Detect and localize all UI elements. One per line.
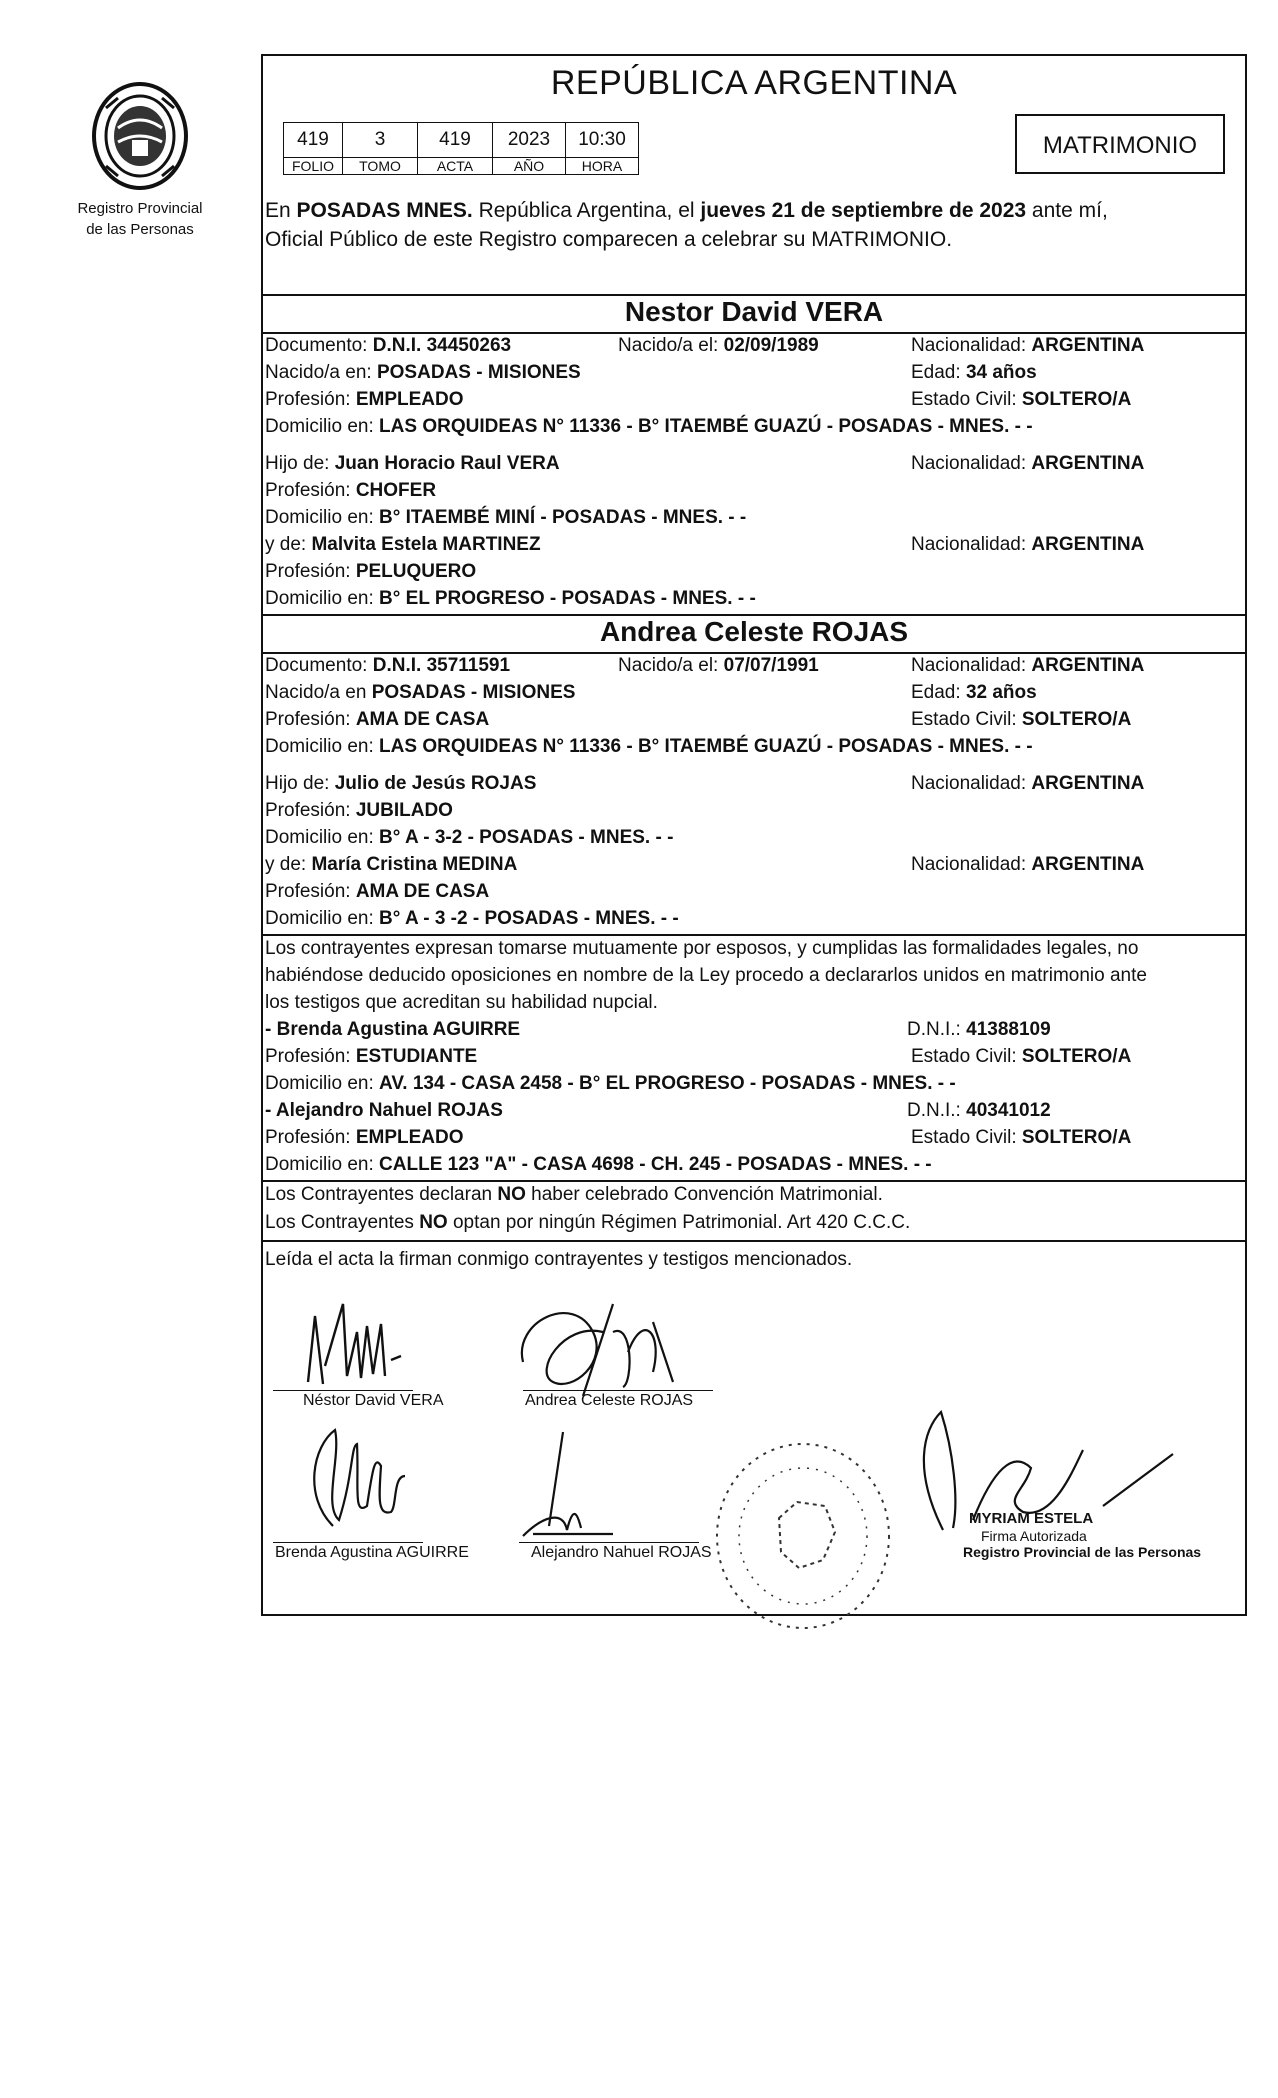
registry-stamp-icon bbox=[703, 1432, 903, 1642]
official-organization: Registro Provincial de las Personas bbox=[963, 1544, 1202, 1560]
spouse2-mother-profession: Profesión: AMA DE CASA bbox=[265, 881, 490, 902]
regime-line2: Los Contrayentes NO optan por ningún Régimen Patrimonial. Art 420 C.C.C. bbox=[265, 1212, 911, 1233]
spouse2-father-nationality: Nacionalidad: ARGENTINA bbox=[911, 773, 1145, 794]
signature-witness1 bbox=[293, 1416, 413, 1536]
intro-line1: En POSADAS MNES. República Argentina, el jueves 21 de septiembre de 2023 ante mí, bbox=[265, 199, 1108, 222]
spouse2-civil-status: Estado Civil: SOLTERO/A bbox=[911, 709, 1132, 730]
witness1-civil-status: Estado Civil: SOLTERO/A bbox=[911, 1046, 1132, 1067]
spouse1-document: Documento: D.N.I. 34450263 bbox=[265, 335, 512, 356]
declaration-line1: Los contrayentes expresan tomarse mutuamente por esposos, y cumplidas las formalidades legales, no bbox=[265, 938, 1139, 959]
acta-label: ACTA bbox=[418, 158, 493, 175]
ano-value: 2023 bbox=[493, 123, 566, 158]
intro-line2: Oficial Público de este Registro comparecen a celebrar su MATRIMONIO. bbox=[265, 228, 953, 251]
witness2-dni: D.N.I.: 40341012 bbox=[907, 1100, 1051, 1121]
closing-statement: Leída el acta la firman conmigo contrayentes y testigos mencionados. bbox=[265, 1249, 853, 1270]
official-name: MYRIAM ESTELA bbox=[969, 1510, 1094, 1527]
registry-logo bbox=[70, 78, 210, 238]
spouse1-mother-profession: Profesión: PELUQUERO bbox=[265, 561, 477, 582]
spouse2-mother: y de: María Cristina MEDINA bbox=[265, 854, 518, 875]
spouse2-birthdate: Nacido/a el: 07/07/1991 bbox=[618, 655, 819, 676]
logo-caption-line1: Registro Provincial bbox=[77, 200, 203, 217]
spouse2-name: Andrea Celeste ROJAS bbox=[599, 616, 909, 647]
witness1-address: Domicilio en: AV. 134 - CASA 2458 - B° EL PROGRESO - POSADAS - MNES. - - bbox=[265, 1073, 956, 1094]
signature-caption-spouse2: Andrea Celeste ROJAS bbox=[525, 1392, 694, 1409]
witness1-dni: D.N.I.: 41388109 bbox=[907, 1019, 1051, 1040]
hora-value: 10:30 bbox=[566, 123, 639, 158]
spouse1-address: Domicilio en: LAS ORQUIDEAS N° 11336 - B° ITAEMBÉ GUAZÚ - POSADAS - MNES. - - bbox=[265, 416, 1033, 437]
witness1-profession: Profesión: ESTUDIANTE bbox=[265, 1046, 478, 1067]
folio-label: FOLIO bbox=[284, 158, 343, 175]
witness2-address: Domicilio en: CALLE 123 "A" - CASA 4698 - CH. 245 - POSADAS - MNES. - - bbox=[265, 1154, 932, 1175]
spouse1-mother-nationality: Nacionalidad: ARGENTINA bbox=[911, 534, 1145, 555]
certificate-frame bbox=[261, 54, 1247, 1616]
spouse1-father-nationality: Nacionalidad: ARGENTINA bbox=[911, 453, 1145, 474]
tomo-label: TOMO bbox=[343, 158, 418, 175]
spouse1-civil-status: Estado Civil: SOLTERO/A bbox=[911, 389, 1132, 410]
country-title: REPÚBLICA ARGENTINA bbox=[550, 64, 958, 102]
witness1-name: - Brenda Agustina AGUIRRE bbox=[265, 1019, 521, 1040]
spouse1-name: Nestor David VERA bbox=[624, 296, 884, 327]
hora-label: HORA bbox=[566, 158, 639, 175]
spouse1-birthplace: Nacido/a en: POSADAS - MISIONES bbox=[265, 362, 581, 383]
spouse2-birthplace: Nacido/a en POSADAS - MISIONES bbox=[265, 682, 576, 703]
spouse2-mother-address: Domicilio en: B° A - 3 -2 - POSADAS - MNES. - - bbox=[265, 908, 679, 929]
official-title: Firma Autorizada bbox=[981, 1528, 1087, 1544]
signature-witness2 bbox=[503, 1426, 623, 1542]
record-table bbox=[283, 122, 639, 175]
folio-value: 419 bbox=[284, 123, 343, 158]
logo-caption-line2: de las Personas bbox=[86, 221, 194, 238]
spouse1-father-address: Domicilio en: B° ITAEMBÉ MINÍ - POSADAS - MNES. - - bbox=[265, 507, 747, 528]
acta-value: 419 bbox=[418, 123, 493, 158]
signature-line bbox=[519, 1542, 699, 1543]
spouse2-father: Hijo de: Julio de Jesús ROJAS bbox=[265, 773, 537, 794]
signature-line bbox=[273, 1542, 423, 1543]
signature-line bbox=[273, 1390, 413, 1391]
witness2-civil-status: Estado Civil: SOLTERO/A bbox=[911, 1127, 1132, 1148]
spouse1-profession: Profesión: EMPLEADO bbox=[265, 389, 464, 410]
spouse2-address: Domicilio en: LAS ORQUIDEAS N° 11336 - B° ITAEMBÉ GUAZÚ - POSADAS - MNES. - - bbox=[265, 736, 1033, 757]
declaration-line3: los testigos que acreditan su habilidad nupcial. bbox=[265, 992, 658, 1013]
signature-caption-spouse1: Néstor David VERA bbox=[303, 1392, 444, 1409]
misiones-seal-icon bbox=[88, 78, 192, 196]
declaration-line2: habiéndose deducido oposiciones en nombre de la Ley procedo a declararlos unidos en matrimonio ante bbox=[265, 965, 1147, 986]
spouse1-father: Hijo de: Juan Horacio Raul VERA bbox=[265, 453, 560, 474]
spouse1-father-profession: Profesión: CHOFER bbox=[265, 480, 437, 501]
witness2-profession: Profesión: EMPLEADO bbox=[265, 1127, 464, 1148]
regime-line1: Los Contrayentes declaran NO haber celebrado Convención Matrimonial. bbox=[265, 1184, 883, 1205]
spouse2-document: Documento: D.N.I. 35711591 bbox=[265, 655, 511, 676]
ano-label: AÑO bbox=[493, 158, 566, 175]
spouse2-father-address: Domicilio en: B° A - 3-2 - POSADAS - MNES. - - bbox=[265, 827, 674, 848]
signature-spouse2 bbox=[513, 1292, 683, 1402]
spouse2-age: Edad: 32 años bbox=[911, 682, 1037, 703]
spouse2-mother-nationality: Nacionalidad: ARGENTINA bbox=[911, 854, 1145, 875]
spouse1-nationality: Nacionalidad: ARGENTINA bbox=[911, 335, 1145, 356]
signature-spouse1 bbox=[303, 1296, 413, 1388]
spouse2-father-profession: Profesión: JUBILADO bbox=[265, 800, 453, 821]
tomo-value: 3 bbox=[343, 123, 418, 158]
spouse1-age: Edad: 34 años bbox=[911, 362, 1037, 383]
signature-caption-witness2: Alejandro Nahuel ROJAS bbox=[531, 1544, 712, 1561]
spouse2-nationality: Nacionalidad: ARGENTINA bbox=[911, 655, 1145, 676]
witness2-name: - Alejandro Nahuel ROJAS bbox=[265, 1100, 503, 1121]
spouse1-mother: y de: Malvita Estela MARTINEZ bbox=[265, 534, 541, 555]
signature-line bbox=[523, 1390, 713, 1391]
spouse1-mother-address: Domicilio en: B° EL PROGRESO - POSADAS - MNES. - - bbox=[265, 588, 756, 609]
spouse1-birthdate: Nacido/a el: 02/09/1989 bbox=[618, 335, 819, 356]
divider bbox=[263, 1240, 1245, 1242]
certificate-type: MATRIMONIO bbox=[1015, 114, 1225, 174]
spouse2-profession: Profesión: AMA DE CASA bbox=[265, 709, 490, 730]
signature-caption-witness1: Brenda Agustina AGUIRRE bbox=[275, 1544, 469, 1561]
